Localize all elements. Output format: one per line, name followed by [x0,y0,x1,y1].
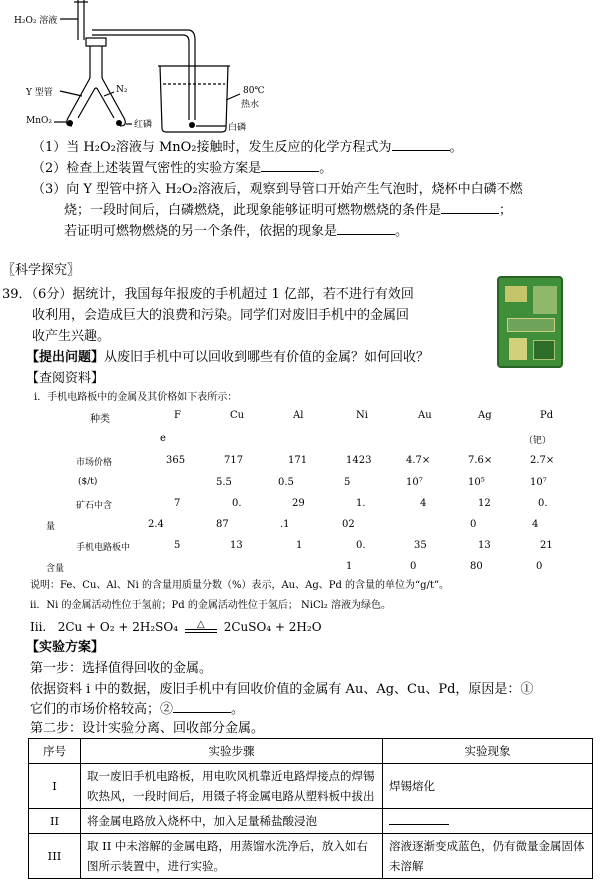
label-hot-water: 热水 [241,100,260,110]
price-ni-b: 5 [344,477,351,488]
plan-tag: 【实验方案】 [26,640,105,655]
price-ag-b: 10⁵ [468,477,485,488]
question-1: （1）当 H₂O₂溶液与 MnO₂接触时，发生反应的化学方程式为 。 [32,140,463,155]
price-ag: 7.6× [468,455,493,466]
board-al: 1 [296,540,303,551]
heating-arrow-icon: △ [197,619,205,630]
price-cu: 717 [224,455,244,466]
board-au-b: 0 [410,561,417,572]
board-cu: 13 [230,540,243,551]
label-h2o2: H₂O₂ 溶液 [14,16,58,26]
plan-step-2: 第二步：设计实验分离、回收部分金属。 [30,721,265,736]
question-2: （2）检查上述装置气密性的实验方案是 。 [32,161,333,176]
row-step: 取 II 中未溶解的金属电路，用蒸馏水洗净后，放入如右图所示装置中，进行实验。 [81,834,383,879]
plan-step-1: 第一步：选择值得回收的金属。 [30,661,213,676]
row-no: I [29,764,81,809]
question-tag-line: 【提出问题】从废旧手机中可以回收到哪些有价值的金属？如何回收？ [26,350,430,365]
price-au-b: 10⁷ [406,477,423,488]
price-label: 市场价格 [76,458,113,468]
reference-tag: 【查阅资料】 [26,371,105,386]
note-iii: Iii. 2Cu + O₂ + 2H₂SO₄ △ 2CuSO₄ + 2H₂O [30,619,322,634]
row-result-blank[interactable] [383,809,593,834]
problem-39-line-3: 收产生兴趣。 [32,329,111,344]
ore-pd-b: 4 [532,519,539,530]
price-ni: 1423 [346,455,372,466]
ore-fe: 7 [174,498,181,509]
ore-ag-b: 0 [470,519,477,530]
board-ni-b: 1 [346,561,353,572]
circuit-board-image [497,276,563,368]
question-3-line-2: 烧；一段时间后，白磷燃烧，此现象能够证明可燃物燃烧的条件是 ； [64,203,513,218]
note-ii: ii．Ni 的金属活动性位于氢前；Pd 的金属活动性位于氢后； NiCl₂ 溶液为绿色。 [30,600,391,611]
question-3-line-1: （3）向 Y 型管中挤入 H₂O₂溶液后，观察到导管口开始产生气泡时，烧杯中白磷不燃 [32,182,523,197]
pd-note: （钯） [524,436,552,446]
board-pd: 21 [540,540,553,551]
note-line: 说明：Fe、Cu、Al、Ni 的含量用质量分数（%）表示，Au、Ag、Pd 的含量的单位为“g/t”。 [30,580,450,591]
label-temp: 80℃ [243,86,265,96]
row-step: 取一废旧手机电路板，用电吹风机靠近电路焊接点的焊锡吹热风，一段时间后，用镊子将金属电路从塑料板中拔出 [81,764,383,809]
reference-i: i．手机电路板中的金属及其价格如下表所示： [34,392,238,403]
ore-cu-b: 87 [216,519,229,530]
metal-fe: F [174,410,181,421]
answer-blank-5[interactable] [173,701,231,713]
ore-ni: 1. [356,498,366,509]
board-pd-b: 0 [536,561,543,572]
ore-ag: 12 [478,498,491,509]
table-row [29,834,593,879]
label-red-p: 红磷 [134,120,153,130]
ore-label-b: 量 [46,522,56,532]
row-no: III [29,834,81,879]
ore-cu: 0. [232,498,242,509]
table-header-row [29,739,593,764]
answer-blank-4[interactable] [337,223,395,235]
table-row [29,809,593,834]
question-3-line-3: 若证明可燃物燃烧的另一个条件，依据的现象是 。 [64,224,409,239]
metal-cu: Cu [230,410,245,421]
label-mno2: MnO₂ [26,116,52,126]
metal-fe-tail: e [160,433,166,444]
ore-al-b: .1 [280,519,290,530]
label-n2: N₂ [116,85,128,95]
board-label: 手机电路板中 [76,543,131,553]
price-al-b: 0.5 [278,477,294,488]
row-no: II [29,809,81,834]
answer-blank-2[interactable] [261,160,319,172]
label-y-tube: Y 型管 [26,88,53,98]
answer-blank-1[interactable] [392,139,450,151]
answer-blank-6[interactable] [389,813,449,825]
price-al: 171 [288,455,308,466]
board-label-b: 含量 [46,564,65,574]
ore-al: 29 [292,498,305,509]
ore-label: 矿石中含 [76,501,113,511]
price-pd-b: 10⁷ [530,477,547,488]
ore-ni-b: 02 [342,519,355,530]
price-au: 4.7× [406,455,431,466]
price-unit: ($/t) [78,477,98,487]
board-ag: 13 [478,540,491,551]
col-kind: 种类 [90,414,110,425]
metal-ag: Ag [478,410,492,421]
section-heading: 〖科学探究〗 [2,263,81,278]
price-cu-b: 5.5 [216,477,232,488]
header-result: 实验现象 [383,739,593,764]
header-no: 序号 [29,739,81,764]
table-row [29,764,593,809]
experiment-table [28,738,593,879]
header-step: 实验步骤 [81,739,383,764]
answer-blank-3[interactable] [441,202,499,214]
plan-reason-line-2: 它们的市场价格较高；② 。 [30,702,245,717]
metal-au: Au [418,410,432,421]
row-result: 溶液逐渐变成蓝色，仍有微量金属固体未溶解 [383,834,593,879]
ore-au: 4 [420,498,427,509]
board-fe: 5 [174,540,181,551]
metal-ni: Ni [356,410,368,421]
label-white-p: 白磷 [228,123,247,133]
ore-fe-b: 2.4 [148,519,164,530]
price-pd: 2.7× [530,455,555,466]
board-ag-b: 80 [470,561,483,572]
price-fe: 365 [166,455,186,466]
metal-pd: Pd [540,410,554,421]
board-au: 35 [414,540,427,551]
problem-39-line-2: 收利用，会造成巨大的浪费和污染。同学们对废旧手机中的金属回 [32,308,410,323]
board-ni: 0. [356,540,366,551]
row-step: 将金属电路放入烧杯中，加入足量稀盐酸浸泡 [81,809,383,834]
plan-reason-line-1: 依据资料 i 中的数据，废旧手机中有回收价值的金属有 Au、Ag、Cu、Pd，原因是：① [30,682,534,697]
problem-39-line-1: 39．（6分）据统计，我国每年报废的手机超过 1 亿部，若不进行有效回 [2,287,414,302]
ore-pd: 0. [538,498,548,509]
metal-al: Al [293,410,304,421]
row-result: 焊锡熔化 [383,764,593,809]
